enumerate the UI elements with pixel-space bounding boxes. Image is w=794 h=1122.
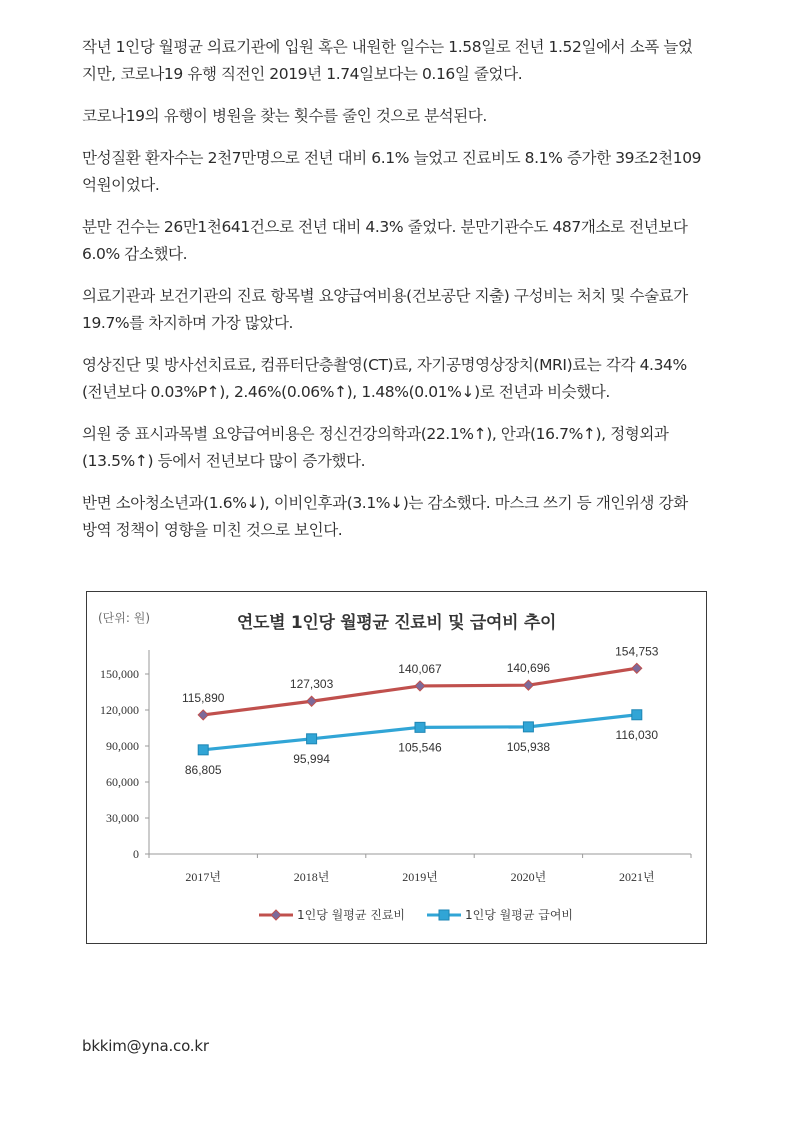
data-point-diamond: [523, 680, 533, 690]
y-tick-label: 150,000: [100, 667, 139, 681]
data-label: 116,030: [615, 727, 659, 742]
paragraph-2: 코로나19의 유행이 병원을 찾는 횟수를 줄인 것으로 분석된다.: [82, 107, 487, 125]
data-label: 115,890: [181, 690, 225, 705]
data-label: 127,303: [289, 677, 334, 692]
data-label: 140,696: [506, 661, 551, 676]
y-tick-label: 30,000: [106, 811, 139, 825]
data-point-square: [523, 722, 533, 732]
x-tick-label: 2021년: [619, 870, 655, 884]
chart-container: [86, 591, 707, 944]
paragraph-1: 작년 1인당 월평균 의료기관에 입원 혹은 내원한 일수는 1.58일로 전년 1.52일에서 소폭 늘었 지만, 코로나19 유행 직전인 2019년 1.74일보다는 0.16일 줄었다.: [82, 38, 693, 83]
x-tick-label: 2017년: [185, 870, 221, 884]
legend-square-icon: [439, 910, 449, 920]
paragraph-4: 분만 건수는 26만1천641건으로 전년 대비 4.3% 줄었다. 분만기관수도 487개소로 전년보다 6.0% 감소했다.: [82, 218, 688, 263]
x-tick-label: 2018년: [293, 870, 330, 884]
paragraph-7: 의원 중 표시과목별 요양급여비용은 정신건강의학과(22.1%↑), 안과(16.7%↑), 정형외과 (13.5%↑) 등에서 전년보다 많이 증가했다.: [82, 425, 669, 470]
data-label: 140,067: [398, 661, 442, 676]
y-tick-label: 90,000: [106, 739, 139, 753]
reporter-email: bkkim@yna.co.kr: [82, 1037, 209, 1055]
paragraph-8: 반면 소아청소년과(1.6%↓), 이비인후과(3.1%↓)는 감소했다. 마스크 쓰기 등 개인위생 강화 방역 정책이 영향을 미친 것으로 보인다.: [82, 494, 688, 539]
data-point-diamond: [198, 710, 208, 720]
data-label: 86,805: [184, 762, 222, 777]
data-point-diamond: [632, 663, 642, 673]
y-tick-label: 60,000: [106, 775, 139, 789]
data-point-diamond: [307, 696, 317, 706]
chart-title: 연도별 1인당 월평균 진료비 및 급여비 추이: [236, 613, 557, 633]
paragraph-3: 만성질환 환자수는 2천7만명으로 전년 대비 6.1% 늘었고 진료비도 8.1% 증가한 39조2천109 억원이었다.: [82, 149, 702, 194]
legend-diamond-icon: [271, 910, 281, 920]
data-point-square: [307, 734, 317, 744]
paragraph-5: 의료기관과 보건기관의 진료 항목별 요양급여비용(건보공단 지출) 구성비는 처치 및 수술료가 19.7%를 차지하며 가장 많았다.: [82, 287, 688, 332]
x-tick-label: 2019년: [402, 870, 438, 884]
line-chart: [87, 592, 706, 943]
article-body: [82, 34, 712, 559]
y-tick-label: 0: [133, 847, 139, 861]
data-point-square: [632, 710, 642, 720]
x-tick-label: 2020년: [510, 870, 547, 884]
data-point-square: [415, 722, 425, 732]
data-label: 105,546: [398, 740, 442, 755]
legend-label-1: 1인당 월평균 진료비: [297, 908, 406, 922]
data-point-diamond: [415, 681, 425, 691]
data-label: 105,938: [506, 739, 551, 754]
chart-unit-label: (단위: 원): [98, 611, 150, 625]
y-tick-label: 120,000: [100, 703, 139, 717]
legend-label-2: 1인당 월평균 급여비: [465, 908, 574, 922]
data-label: 154,753: [615, 644, 659, 659]
data-point-square: [198, 745, 208, 755]
paragraph-6: 영상진단 및 방사선치료료, 컴퓨터단층촬영(CT)료, 자기공명영상장치(MRI)료는 각각 4.34% (전년보다 0.03%P↑), 2.46%(0.06%↑), 1.48%(0.01%↓)로 전년과 비슷했다.: [82, 356, 687, 401]
data-label: 95,994: [293, 751, 330, 766]
